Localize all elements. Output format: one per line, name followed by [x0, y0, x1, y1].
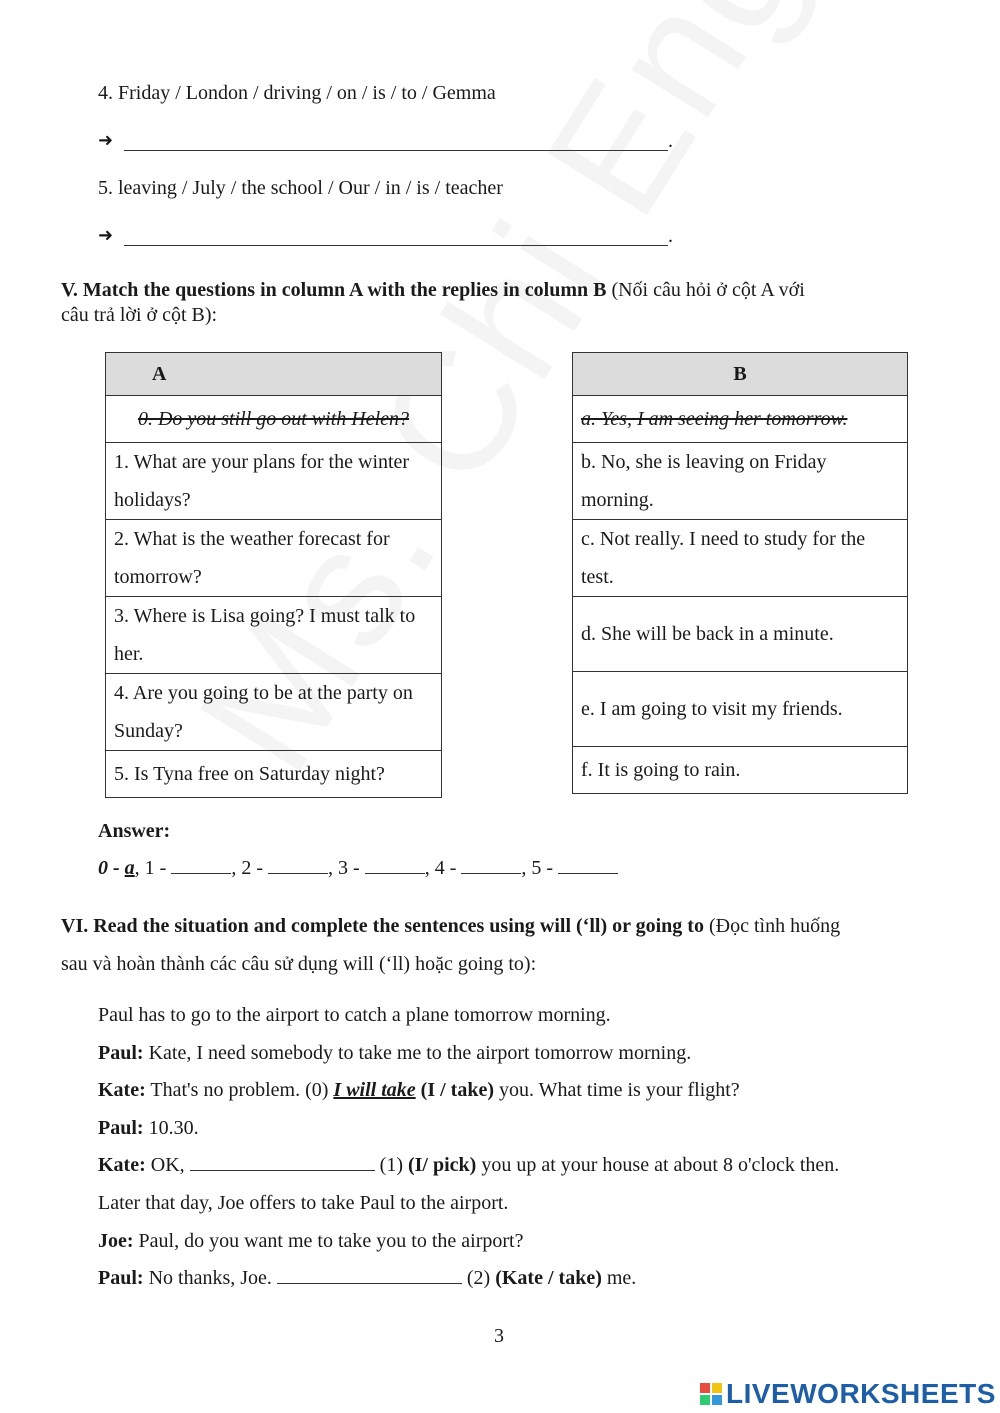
- period: .: [668, 225, 673, 247]
- fill-blank-2[interactable]: [277, 1267, 462, 1284]
- situation-line-2: Later that day, Joe offers to take Paul to the airport.: [98, 1192, 509, 1214]
- column-a-example: 0. Do you still go out with Helen?: [106, 396, 442, 443]
- fill-blank-1[interactable]: [190, 1154, 375, 1171]
- column-a-item-3: 3. Where is Lisa going? I must talk to her.: [106, 597, 442, 674]
- logo-square: [712, 1383, 722, 1393]
- situation-intro: Paul has to go to the airport to catch a plane tomorrow morning.: [98, 1004, 611, 1026]
- logo-square: [712, 1395, 722, 1405]
- column-a-item-2: 2. What is the weather forecast for tomorrow?: [106, 520, 442, 597]
- column-b-item-b: b. No, she is leaving on Friday morning.: [573, 443, 908, 520]
- column-a-item-4: 4. Are you going to be at the party on Sunday?: [106, 674, 442, 751]
- arrow-icon: ➜: [98, 225, 114, 246]
- column-b-item-e: e. I am going to visit my friends.: [573, 672, 908, 747]
- answer-example-num: 0 -: [98, 857, 120, 879]
- section-5-title-vn: (Nối câu hỏi ở cột A với: [606, 279, 805, 301]
- column-a-header: A: [106, 353, 442, 396]
- answer-example-letter: a: [124, 857, 135, 879]
- column-b-item-c: c. Not really. I need to study for the test.: [573, 520, 908, 597]
- logo-square: [700, 1383, 710, 1393]
- column-a-table: [105, 352, 442, 798]
- example-answer: I will take: [333, 1079, 416, 1101]
- period: .: [668, 130, 673, 152]
- answer-line-5[interactable]: [124, 245, 668, 246]
- section-6-title-vn: (Đọc tình huống: [703, 915, 841, 937]
- dialogue-line-3: Paul: 10.30.: [98, 1117, 199, 1139]
- page-number: 3: [494, 1325, 504, 1347]
- section-6-title-line2: sau và hoàn thành các câu sử dụng will (‘ll) hoặc going to):: [61, 953, 537, 975]
- dialogue-line-2: Kate: That's no problem. (0) I will take (I / take) you. What time is your flight?: [98, 1079, 740, 1101]
- column-a-item-5: 5. Is Tyna free on Saturday night?: [106, 751, 442, 798]
- liveworksheets-logo: [700, 1378, 996, 1410]
- dialogue-line-7: Paul: No thanks, Joe. (2) (Kate / take) me.: [98, 1267, 637, 1289]
- section-5-title-line2: câu trả lời ở cột B):: [61, 304, 218, 326]
- section-6-title: [61, 915, 840, 938]
- question-5: 5. leaving / July / the school / Our / in / is / teacher: [98, 177, 503, 199]
- answer-label: Answer:: [98, 820, 171, 842]
- dialogue-line-1: Paul: Kate, I need somebody to take me to the airport tomorrow morning.: [98, 1042, 692, 1064]
- dialogue-line-6: Joe: Paul, do you want me to take you to the airport?: [98, 1230, 524, 1252]
- section-5-title-bold: V. Match the questions in column A with the replies in column B: [61, 279, 607, 301]
- answer-blank-3[interactable]: [365, 857, 425, 874]
- answer-blank-1[interactable]: [171, 857, 231, 874]
- answer-line-4[interactable]: [124, 150, 668, 151]
- answer-blank-5[interactable]: [558, 857, 618, 874]
- answer-blank-4[interactable]: [461, 857, 521, 874]
- answer-blank-2[interactable]: [268, 857, 328, 874]
- answer-row: 0 - a, 1 - , 2 - , 3 - , 4 - , 5 -: [98, 857, 618, 880]
- column-b-item-d: d. She will be back in a minute.: [573, 597, 908, 672]
- section-6-title-bold: VI. Read the situation and complete the sentences using will (‘ll) or going to: [61, 915, 704, 937]
- column-b-header: B: [573, 353, 908, 396]
- column-a-item-1: 1. What are your plans for the winter holidays?: [106, 443, 442, 520]
- section-5-title: [61, 279, 805, 302]
- dialogue-line-4: Kate: OK, (1) (I/ pick) you up at your house at about 8 o'clock then.: [98, 1154, 840, 1176]
- column-b-table: [572, 352, 908, 794]
- logo-text: LIVEWORKSHEETS: [726, 1378, 996, 1409]
- logo-mark-icon: [700, 1383, 722, 1405]
- arrow-icon: ➜: [98, 130, 114, 151]
- logo-square: [700, 1395, 710, 1405]
- column-b-item-f: f. It is going to rain.: [573, 747, 908, 794]
- question-4: 4. Friday / London / driving / on / is / to / Gemma: [98, 82, 496, 104]
- column-b-example: a. Yes, I am seeing her tomorrow.: [573, 396, 908, 443]
